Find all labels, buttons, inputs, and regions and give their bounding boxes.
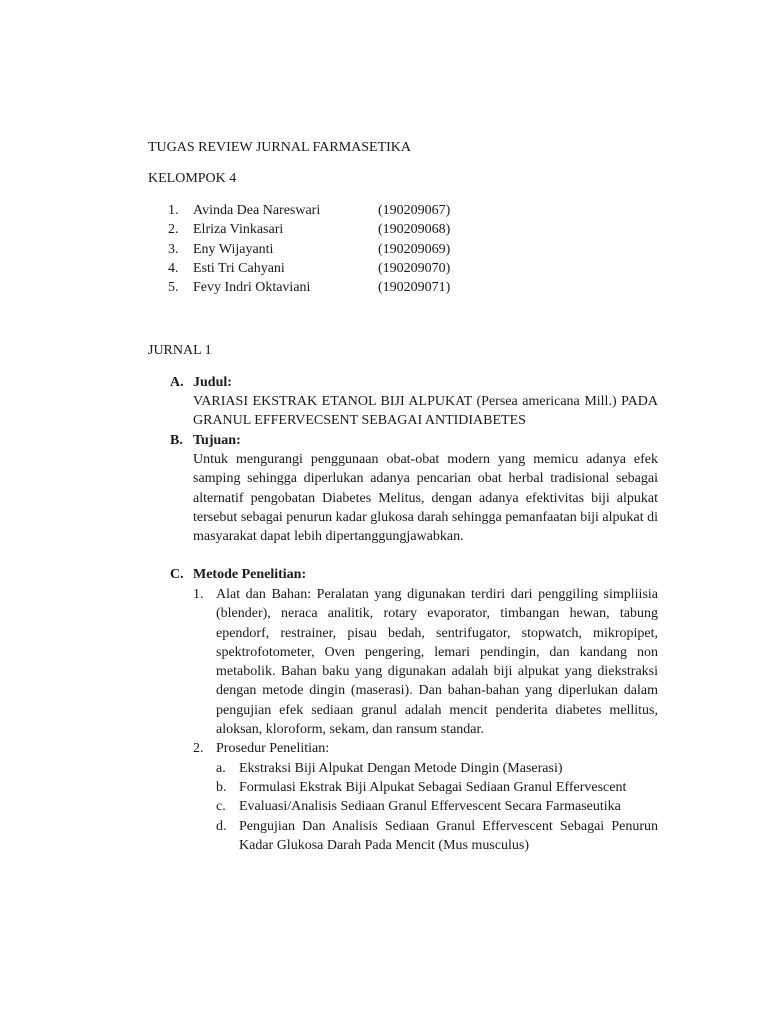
member-nim: (190209070) [378, 260, 451, 276]
member-name: Elriza Vinkasari [193, 222, 284, 238]
list-item [193, 585, 658, 739]
section-letter: B. [170, 433, 183, 448]
list-item [168, 278, 450, 297]
subitem-text: Ekstraksi Biji Alpukat Dengan Metode Dingin (Maserasi) [239, 760, 563, 776]
section-text: VARIASI EKSTRAK ETANOL BIJI ALPUKAT (Persea americana Mill.) PADA GRANUL EFFERVECSENT SEBAGAI ANTIDIABETES [193, 394, 658, 429]
document-title: TUGAS REVIEW JURNAL FARMASETIKA [148, 140, 412, 155]
member-number: 5. [168, 280, 179, 296]
list-item [193, 739, 658, 855]
subitem-text: Evaluasi/Analisis Sediaan Granul Effervescent Secara Farmaseutika [239, 799, 621, 815]
section-heading: Metode Penelitian: [193, 567, 307, 582]
member-nim: (190209068) [378, 222, 451, 238]
member-name: Avinda Dea Nareswari [193, 203, 321, 218]
list-item [168, 240, 450, 259]
member-number: 2. [168, 222, 179, 238]
jurnal-title: JURNAL 1 [148, 343, 212, 358]
member-number: 3. [168, 241, 179, 257]
subitem-letter: d. [216, 818, 227, 834]
member-list [168, 201, 450, 297]
subitem-letter: a. [216, 760, 226, 776]
item-number: 2. [193, 741, 204, 757]
item-text: Alat dan Bahan: Peralatan yang digunakan terdiri dari penggiling simpliisia (blender), neraca analitik, rotary evaporator, timbangan hewan, tabung ependorf, restrainer, pisau bedah, sentrifugator, stopwatch, mikropipet, spektrofotometer, Oven pengering, lemari pendingin, dan kandang non metabolik. Bahan baku yang digunakan adalah biji alpukat yang diekstraksi dengan metode dingin (maserasi). Dan bahan-bahan yang diperlukan dalam pengujian efek sediaan granul adalah mencit penderita diabetes mellitus, aloksan, kloroform, sekam, dan ransum standar. [216, 587, 658, 738]
section-letter: A. [170, 375, 184, 390]
member-number: 4. [168, 260, 179, 276]
item-number: 1. [193, 587, 204, 602]
item-text: Prosedur Penelitian: [216, 741, 330, 757]
member-name: Fevy Indri Oktaviani [193, 280, 311, 296]
subitem-letter: c. [216, 799, 226, 815]
section-heading: Tujuan: [193, 433, 241, 448]
subitem-letter: b. [216, 779, 227, 795]
list-item [216, 778, 658, 797]
list-item [216, 797, 658, 816]
member-name: Eny Wijayanti [193, 241, 274, 257]
section-heading: Judul: [193, 375, 232, 390]
procedure-sublist [216, 759, 658, 855]
group-label: KELOMPOK 4 [148, 171, 237, 186]
section-text: Untuk mengurangi penggunaan obat-obat modern yang memicu adanya efek samping sehingga diperlukan adanya pencarian obat herbal tradisional sebagai alternatif pengobatan Diabetes Melitus, dengan adanya efektivitas biji alpukat tersebut sebagai penurun kadar glukosa darah sehingga pemanfaatan biji alpukat di masyarakat dapat lebih dipertanggungjawabkan. [193, 452, 658, 545]
subitem-text: Formulasi Ekstrak Biji Alpukat Sebagai Sediaan Granul Effervescent [239, 779, 627, 795]
list-item [168, 220, 450, 239]
method-list [193, 585, 658, 855]
section-letter: C. [170, 567, 184, 582]
list-item [168, 201, 450, 220]
member-nim: (190209067) [378, 203, 451, 218]
member-name: Esti Tri Cahyani [193, 260, 285, 276]
member-number: 1. [168, 203, 179, 218]
list-item [216, 817, 658, 856]
subitem-text: Pengujian Dan Analisis Sediaan Granul Effervescent Sebagai Penurun Kadar Glukosa Darah Pada Mencit (Mus musculus) [239, 818, 658, 853]
member-nim: (190209071) [378, 280, 451, 296]
list-item [168, 259, 450, 278]
member-nim: (190209069) [378, 241, 451, 257]
list-item [216, 759, 658, 778]
